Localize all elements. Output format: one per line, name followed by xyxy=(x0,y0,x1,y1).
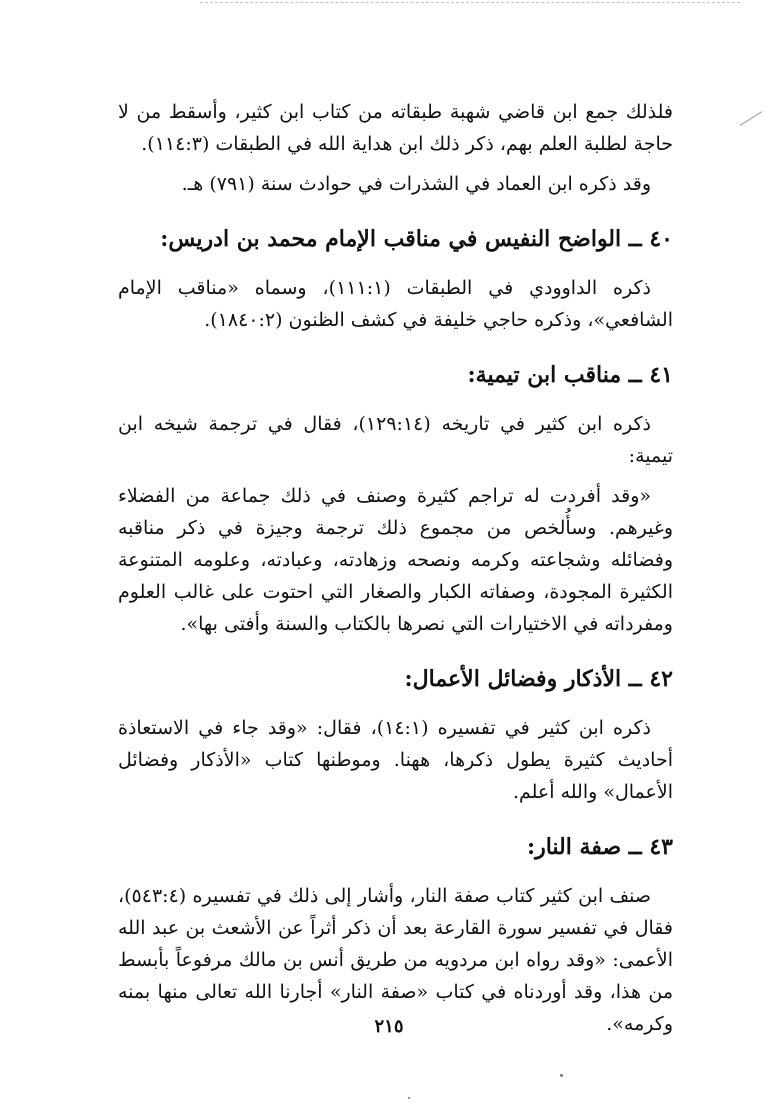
section-title: الأذكار وفضائل الأعمال: xyxy=(404,666,622,692)
section-title: صفة النار: xyxy=(526,834,622,860)
section-title: الواضح النفيس في مناقب الإمام محمد بن ادريس: xyxy=(160,226,622,252)
section-40-paragraph: ذكره الداوودي في الطبقات (١١١:١)، وسماه «مناقب الإمام الشافعي»، وذكره حاجي خليفة في كشف الظنون (١٨٤٠:٢). xyxy=(118,277,673,331)
section-dash: ــ xyxy=(628,666,642,692)
paragraph-shadharat: وقد ذكره ابن العماد في الشذرات في حوادث سنة (٧٩١) هـ. xyxy=(181,173,651,195)
section-42-paragraph: ذكره ابن كثير في تفسيره (١٤:١)، فقال: «وقد جاء في الاستعاذة أحاديث كثيرة يطول ذكرها، ههنا. وموطنها كتاب «الأذكار وفضائل الأعمال» والله أعلم. xyxy=(118,717,673,803)
section-number: ٤٣ xyxy=(649,834,673,860)
scan-edge-mark xyxy=(740,111,763,126)
section-heading-41 xyxy=(118,358,673,392)
section-dash: ــ xyxy=(628,362,642,388)
scan-speck xyxy=(560,1074,563,1077)
section-number: ٤١ xyxy=(649,362,673,388)
paragraph-intro: فلذلك جمع ابن قاضي شهبة طبقاته من كتاب ابن كثير، وأسقط من لا حاجة لطلبة العلم بهم، ذكر ذلك ابن هداية الله في الطبقات (١١٤:٣). xyxy=(118,101,673,155)
page-number: ٢١٥ xyxy=(374,1016,404,1037)
section-41-quote: «وقد أفردت له تراجم كثيرة وصنف في ذلك جماعة من الفضلاء وغيرهم. وسأُلخص من مجموع ذلك ترجمة وجيزة في ذكر مناقبه وفضائله وشجاعته وكرمه ونصحه وزهادته، وعبادته، وعلومه المتنوعة الكثيرة المجودة، وصفاته الكبار والصغار التي احتوت على غالب العلوم ومفرداته في الاختيارات التي نصرها بالكتاب والسنة وأفتى بها». xyxy=(118,485,673,635)
section-number: ٤٠ xyxy=(649,226,673,252)
section-number: ٤٢ xyxy=(649,666,673,692)
scan-speck xyxy=(408,1097,410,1099)
section-heading-40 xyxy=(118,222,673,256)
section-dash: ــ xyxy=(628,226,642,252)
section-43-paragraph: صنف ابن كثير كتاب صفة النار، وأشار إلى ذلك في تفسيره (٥٤٣:٤)، فقال في تفسير سورة القارعة بعد أن ذكر أثراً عن الأشعث بن عبد الله الأعمى: «وقد رواه ابن مردويه من طريق أنس بن مالك مرفوعاً بأبسط من هذا، وقد أوردناه في كتاب «صفة النار» أجارنا الله تعالى منها بمنه وكرمه». xyxy=(118,885,673,1035)
section-41-paragraph: ذكره ابن كثير في تاريخه (١٢٩:١٤)، فقال في ترجمة شيخه ابن تيمية: xyxy=(118,413,673,467)
section-title: مناقب ابن تيمية: xyxy=(467,362,622,388)
section-dash: ــ xyxy=(628,834,642,860)
section-heading-43 xyxy=(118,830,673,864)
page-body xyxy=(118,96,673,1040)
scan-top-edge xyxy=(200,2,740,3)
section-heading-42 xyxy=(118,662,673,696)
